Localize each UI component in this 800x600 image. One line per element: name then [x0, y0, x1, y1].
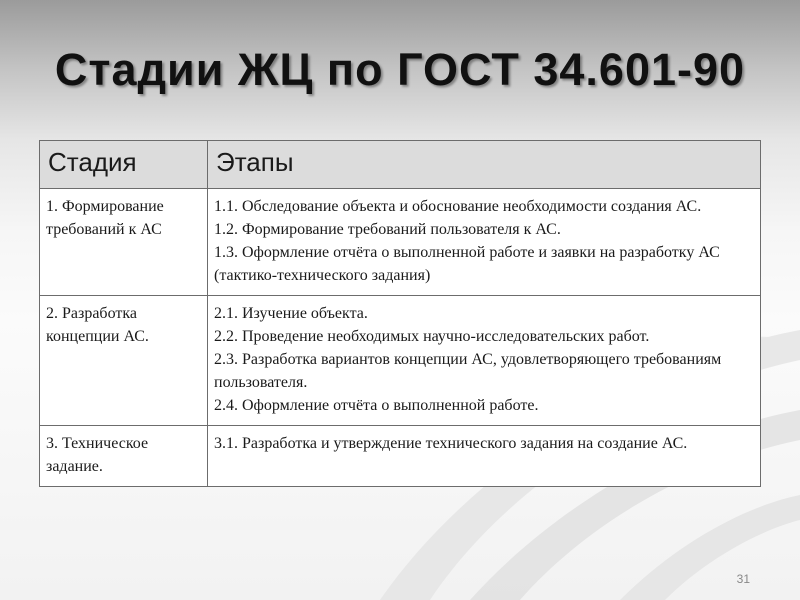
step-item: 2.2. Проведение необходимых научно-исследовательских работ.: [214, 328, 650, 345]
table-header-row: [40, 141, 761, 189]
steps-cell: [208, 426, 761, 487]
step-item: 1.3. Оформление отчёта о выполненной работе и заявки на разработку АС (тактико-технического задания): [214, 244, 720, 284]
step-item: 2.4. Оформление отчёта о выполненной работе.: [214, 397, 539, 414]
steps-cell: [208, 296, 761, 426]
steps-cell: [208, 189, 761, 296]
slide-title: Стадии ЖЦ по ГОСТ 34.601-90: [54, 44, 746, 95]
slide-number: 31: [736, 572, 750, 586]
stage-cell: 2. Разработка концепции АС.: [40, 296, 208, 426]
header-steps: Этапы: [208, 141, 761, 189]
step-item: 1.1. Обследование объекта и обоснование необходимости создания АС.: [214, 198, 702, 215]
step-item: 2.1. Изучение объекта.: [214, 305, 368, 322]
step-item: 2.3. Разработка вариантов концепции АС, удовлетворяющего требованиям пользователя.: [214, 351, 722, 391]
table-row: [40, 296, 761, 426]
header-stage: Стадия: [40, 141, 208, 189]
step-item: 1.2. Формирование требований пользователя к АС.: [214, 221, 561, 238]
stage-cell: 1. Формирование требований к АС: [40, 189, 208, 296]
table-row: [40, 189, 761, 296]
table-row: [40, 426, 761, 487]
step-item: 3.1. Разработка и утверждение технического задания на создание АС.: [214, 435, 688, 452]
stages-table: [39, 140, 761, 487]
stage-cell: 3. Техническое задание.: [40, 426, 208, 487]
